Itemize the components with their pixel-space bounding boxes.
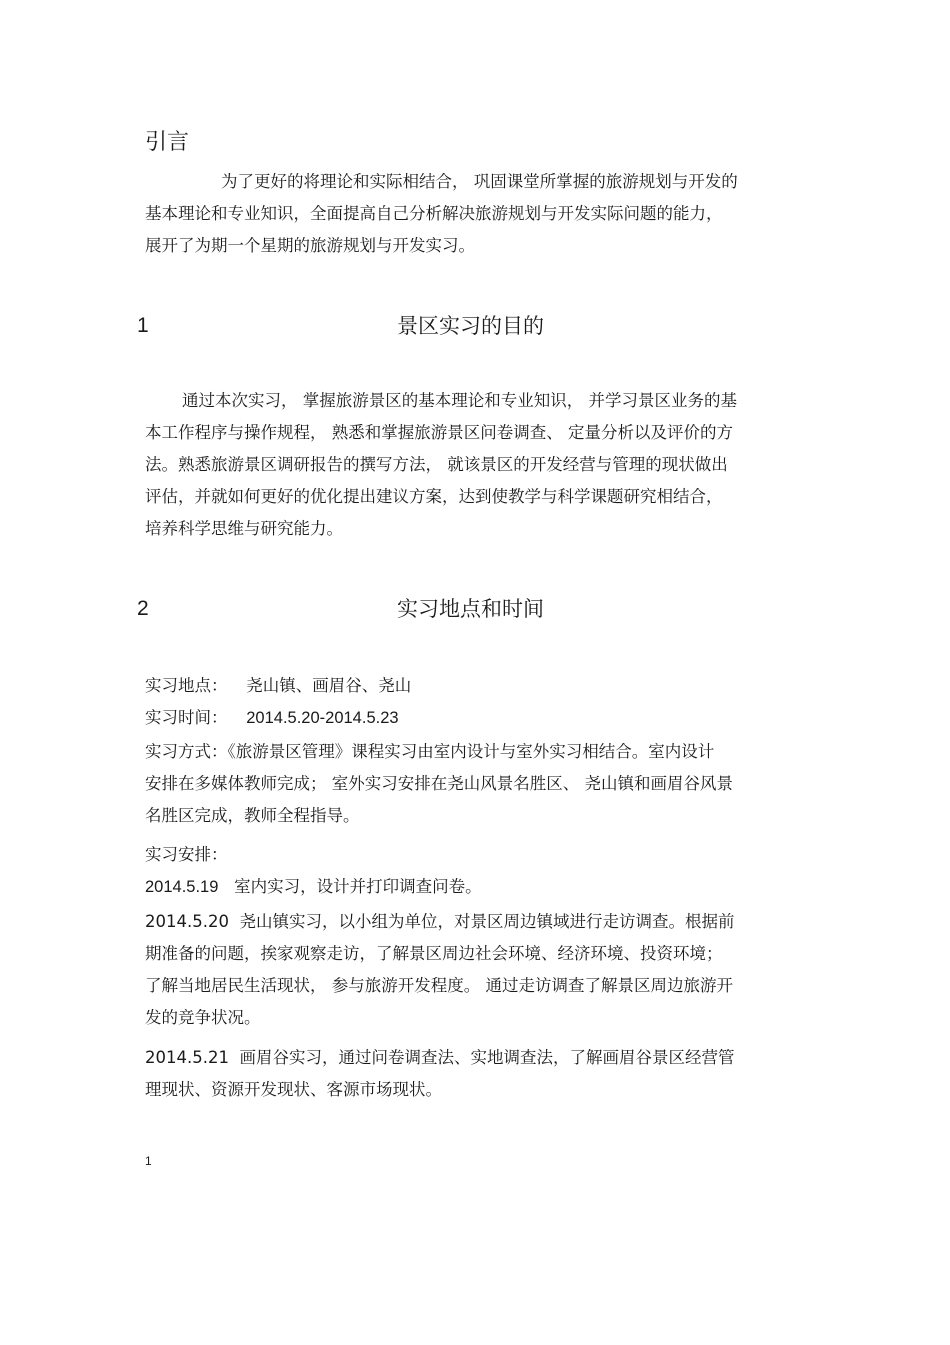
schedule-text: 画眉谷实习，通过问卷调查法、实地调查法，了解画眉谷景区经营管 [239, 1048, 735, 1067]
intro-line: 基本理论和专业知识，全面提高自己分析解决旅游规划与开发实际问题的能力， [145, 204, 723, 223]
schedule-line: 期准备的问题，挨家观察走访，了解景区周边社会环境、经济环境、投资环境； [145, 944, 723, 963]
location-label: 实习地点： [145, 676, 228, 695]
time-row [145, 706, 399, 730]
schedule-entry [145, 906, 734, 1034]
section-1-number: 1 [137, 314, 149, 337]
section-1-title: 景区实习的目的 [397, 314, 544, 338]
section-1-line: 法。熟悉旅游景区调研报告的撰写方法， 就该景区的开发经营与管理的现状做出 [145, 455, 728, 474]
intro-paragraph [145, 166, 738, 262]
section-1-paragraph [145, 385, 737, 545]
page-number: 1 [145, 1154, 152, 1168]
section-2-title: 实习地点和时间 [397, 597, 544, 621]
schedule-entry [145, 875, 482, 899]
method-line: 名胜区完成，教师全程指导。 [145, 806, 360, 825]
intro-line: 为了更好的将理论和实际相结合， 巩固课堂所掌握的旅游规划与开发的 [221, 172, 738, 191]
intro-title: 引言 [145, 130, 190, 155]
schedule-date: 2014.5.19 [145, 878, 219, 896]
method-line: 安排在多媒体教师完成； 室外实习安排在尧山风景名胜区、 尧山镇和画眉谷风景 [145, 774, 733, 793]
schedule-date: 2014.5.20 [145, 912, 229, 931]
schedule-line: 理现状、资源开发现状、客源市场现状。 [145, 1080, 442, 1099]
schedule-text: 尧山镇实习，以小组为单位，对景区周边镇域进行走访调查。根据前 [239, 912, 735, 931]
schedule-line: 了解当地居民生活现状， 参与旅游开发程度。 通过走访调查了解景区周边旅游开 [145, 976, 733, 995]
schedule-text: 室内实习，设计并打印调查问卷。 [234, 877, 482, 896]
schedule-line [145, 1042, 734, 1074]
method-line: 实习方式：《旅游景区管理》课程实习由室内设计与室外实习相结合。室内设计 [145, 742, 715, 761]
section-1-line: 评估，并就如何更好的优化提出建议方案，达到使教学与科学课题研究相结合， [145, 487, 723, 506]
schedule-label: 实习安排： [145, 845, 228, 864]
time-value: 2014.5.20-2014.5.23 [246, 709, 399, 727]
section-1-line: 培养科学思维与研究能力。 [145, 519, 343, 538]
section-1-line: 本工作程序与操作规程， 熟悉和掌握旅游景区问卷调查、 定量分析以及评价的方 [145, 423, 733, 442]
intro-line: 展开了为期一个星期的旅游规划与开发实习。 [145, 236, 475, 255]
schedule-entry [145, 1042, 734, 1106]
schedule-line [145, 906, 734, 938]
location-row [145, 674, 411, 698]
section-1-line: 通过本次实习， 掌握旅游景区的基本理论和专业知识， 并学习景区业务的基 [182, 391, 737, 410]
schedule-date: 2014.5.21 [145, 1048, 229, 1067]
time-label: 实习时间： [145, 708, 228, 727]
location-value: 尧山镇、画眉谷、尧山 [246, 676, 412, 695]
section-2-number: 2 [137, 597, 149, 620]
method-paragraph [145, 736, 733, 832]
schedule-line: 发的竞争状况。 [145, 1008, 261, 1027]
